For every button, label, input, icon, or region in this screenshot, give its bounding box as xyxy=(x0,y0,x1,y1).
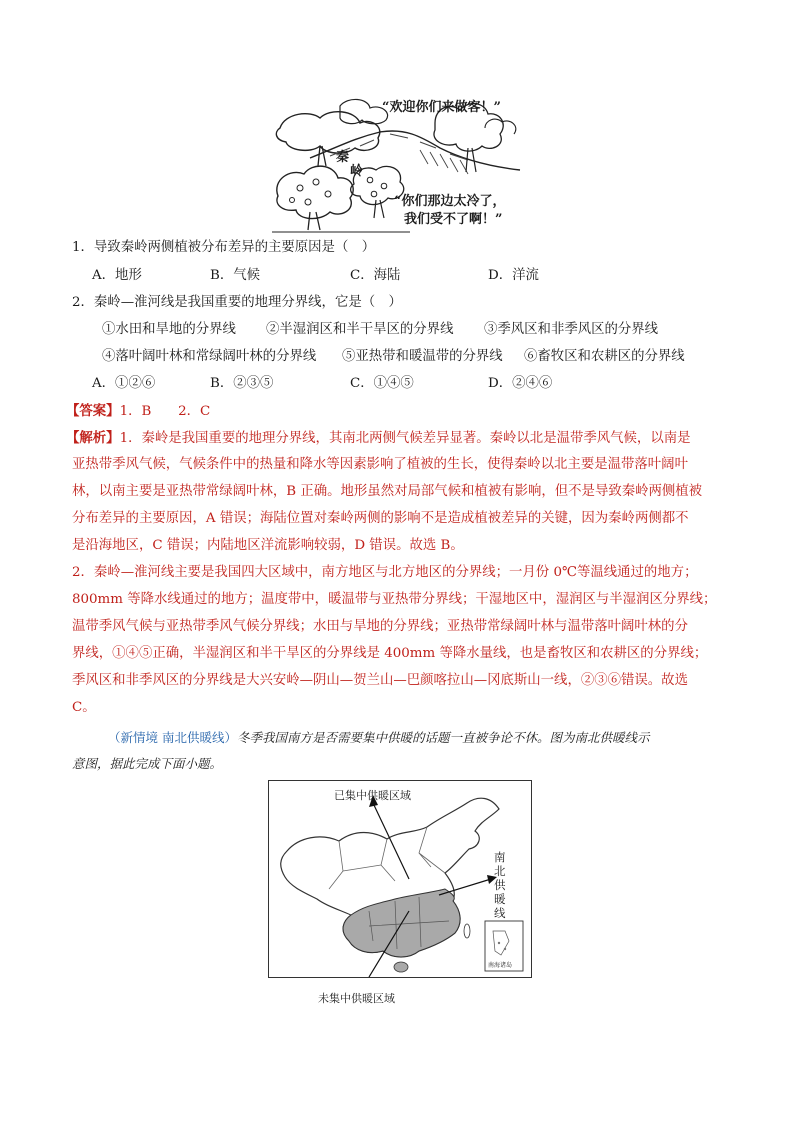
q2-option-b: B．②③⑤ xyxy=(210,376,274,391)
analysis-line-1 xyxy=(66,428,691,449)
context-text-1: 冬季我国南方是否需要集中供暖的话题一直被争论不休。图为南北供暖线示 xyxy=(236,730,650,745)
heating-line-char-3: 供 xyxy=(494,878,506,892)
answer-label: 【答案】 xyxy=(66,403,120,419)
speech-bubble-bottom-1: “你们那边太冷了， xyxy=(394,194,506,209)
heating-line-char-4: 暖 xyxy=(494,892,506,906)
analysis-label: 【解析】 xyxy=(66,430,120,446)
heating-line-char-5: 线 xyxy=(494,906,506,920)
map-label-heating-line xyxy=(494,850,508,920)
answer-row xyxy=(66,401,210,422)
context-line-2: 意图，据此完成下面小题。 xyxy=(72,756,223,771)
speech-bubble-top: “欢迎你们来做客！” xyxy=(382,100,501,115)
context-tag: （新情境 南北供暖线） xyxy=(108,730,237,745)
analysis-line-8: 温带季风气候与亚热带季风气候分界线；水田与旱地的分界线；亚热带常绿阔叶林与温带落叶阔叶林的分 xyxy=(72,619,688,634)
q1-option-d: D．洋流 xyxy=(488,268,539,283)
q1-option-a: A．地形 xyxy=(92,268,142,283)
china-heating-map xyxy=(269,781,531,977)
map-label-heated: 已集中供暖区域 xyxy=(334,789,411,802)
analysis-line-7: 800mm 等降水线通过的地方；温度带中，暖温带与亚热带分界线；干湿地区中，湿润区与半湿润区分界线； xyxy=(72,592,717,607)
q1-option-b: B．气候 xyxy=(210,268,261,283)
mountain-label-qin: 秦 xyxy=(336,150,350,165)
analysis-line-3: 林，以南主要是亚热带常绿阔叶林，B 正确。地形虽然对局部气候和植被有影响，但不是导致秦岭两侧植被 xyxy=(72,484,703,499)
heating-line-char-1: 南 xyxy=(494,850,506,864)
q2-option-d: D．②④⑥ xyxy=(488,376,553,391)
q2-item-2: ②半湿润区和半干旱区的分界线 xyxy=(266,322,454,337)
analysis-line-9: 界线，①④⑤正确，半湿润区和半干旱区的分界线是 400mm 等降水量线，也是畜牧区和农耕区的分界线； xyxy=(72,646,708,661)
q2-item-5: ⑤亚热带和暖温带的分界线 xyxy=(342,349,503,364)
q1-option-c: C．海陆 xyxy=(350,268,401,283)
context-line-1 xyxy=(108,728,650,748)
map-figure xyxy=(268,780,532,978)
answer-text: 1．B 2．C xyxy=(119,404,211,419)
mountain-label-ling: 岭 xyxy=(350,164,364,179)
q2-item-3: ③季风区和非季风区的分界线 xyxy=(484,322,659,337)
q2-stem: 2．秦岭—淮河线是我国重要的地理分界线，它是（ ） xyxy=(72,295,402,310)
heating-line-char-2: 北 xyxy=(494,864,506,878)
q2-item-1: ①水田和旱地的分界线 xyxy=(102,322,236,337)
analysis-line-11: C。 xyxy=(72,700,96,715)
analysis-line-2: 亚热带季风气候，气候条件中的热量和降水等因素影响了植被的生长，使得秦岭以北主要是温带落叶阔叶 xyxy=(72,457,688,472)
speech-bubble-bottom-2: 我们受不了啊！” xyxy=(404,212,503,227)
q2-option-a: A．①②⑥ xyxy=(92,376,156,391)
q2-item-4: ④落叶阔叶林和常绿阔叶林的分界线 xyxy=(102,349,317,364)
map-inset-caption: 南海诸岛 xyxy=(488,962,513,969)
q2-item-6: ⑥畜牧区和农耕区的分界线 xyxy=(524,349,685,364)
analysis-text-1: 1．秦岭是我国重要的地理分界线，其南北两侧气候差异显著。秦岭以北是温带季风气候，以南是 xyxy=(119,431,691,446)
q2-option-c: C．①④⑤ xyxy=(350,376,414,391)
map-label-unheated: 未集中供暖区域 xyxy=(318,992,395,1005)
analysis-line-5: 是沿海地区，C 错误；内陆地区洋流影响较弱，D 错误。故选 B。 xyxy=(72,538,464,553)
q1-stem: 1．导致秦岭两侧植被分布差异的主要原因是（ ） xyxy=(72,240,376,255)
analysis-line-4: 分布差异的主要原因，A 错误；海陆位置对秦岭两侧的影响不是造成植被差异的关键，因为秦岭两侧都不 xyxy=(72,511,689,526)
analysis-line-6: 2．秦岭—淮河线主要是我国四大区域中，南方地区与北方地区的分界线；一月份 0℃等温线通过的地方； xyxy=(72,565,698,580)
analysis-line-10: 季风区和非季风区的分界线是大兴安岭—阴山—贺兰山—巴颜喀拉山—冈底斯山一线，②③⑥错误。故选 xyxy=(72,673,688,688)
